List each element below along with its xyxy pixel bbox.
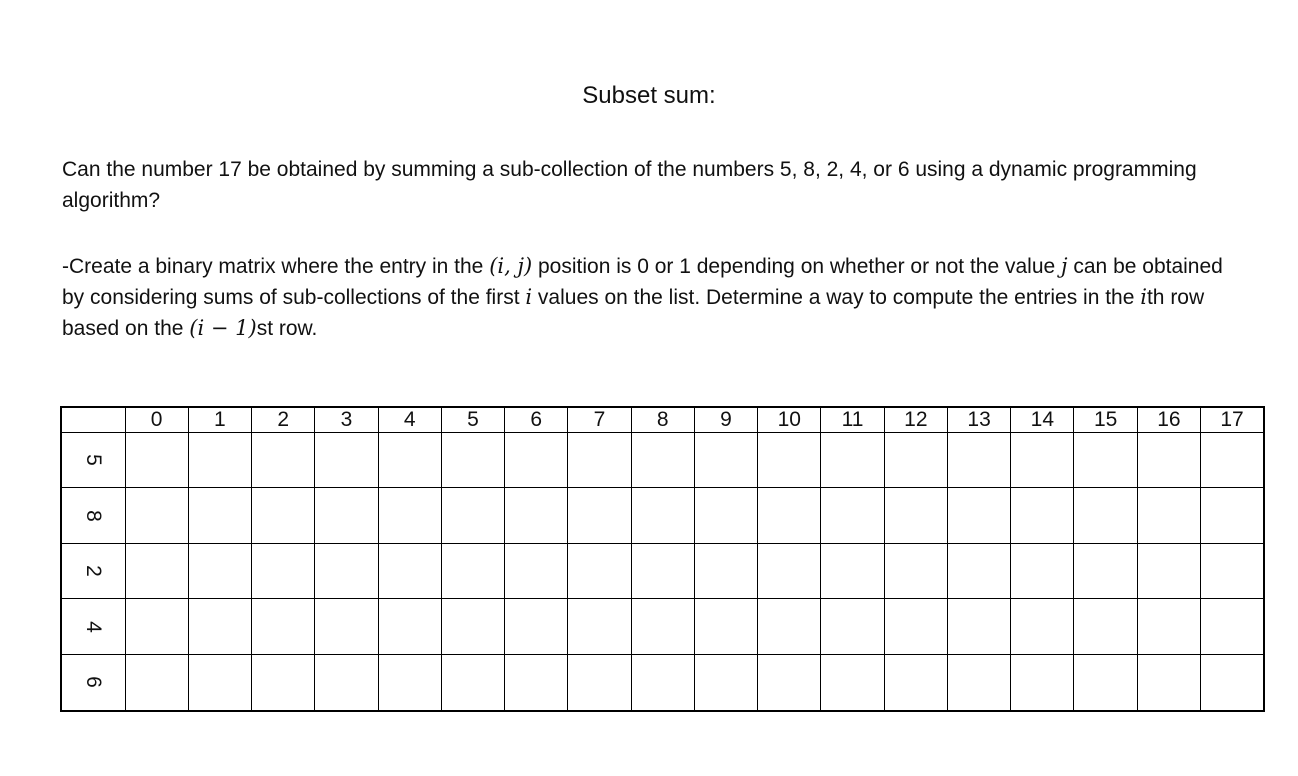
column-header: 9 — [694, 407, 757, 433]
matrix-cell[interactable] — [1074, 543, 1137, 598]
matrix-cell[interactable] — [884, 543, 947, 598]
matrix-cell[interactable] — [821, 488, 884, 543]
matrix-cell[interactable] — [884, 488, 947, 543]
matrix-cell[interactable] — [1201, 543, 1264, 598]
matrix-cell[interactable] — [315, 654, 378, 711]
matrix-cell[interactable] — [758, 599, 821, 654]
column-header: 10 — [758, 407, 821, 433]
matrix-cell[interactable] — [947, 488, 1010, 543]
matrix-cell[interactable] — [505, 654, 568, 711]
matrix-cell[interactable] — [631, 488, 694, 543]
matrix-cell[interactable] — [125, 599, 188, 654]
matrix-cell[interactable] — [1074, 433, 1137, 488]
matrix-cell[interactable] — [441, 543, 504, 598]
matrix-cell[interactable] — [125, 433, 188, 488]
column-header: 15 — [1074, 407, 1137, 433]
corner-cell — [61, 407, 125, 433]
question-text: Can the number 17 be obtained by summing a sub-collection of the numbers 5, 8, 2, 4, or 6 using a dynamic programming algorithm? — [62, 158, 1197, 212]
column-header: 0 — [125, 407, 188, 433]
page-title: Subset sum: — [582, 82, 716, 109]
matrix-cell[interactable] — [1011, 488, 1074, 543]
matrix-cell[interactable] — [1137, 654, 1200, 711]
matrix-cell[interactable] — [947, 543, 1010, 598]
matrix-cell[interactable] — [1201, 599, 1264, 654]
matrix-cell[interactable] — [568, 543, 631, 598]
column-header: 4 — [378, 407, 441, 433]
row-label — [61, 654, 125, 711]
math-i-minus-1: (i − 1) — [189, 316, 257, 340]
matrix-cell[interactable] — [1137, 599, 1200, 654]
matrix-cell[interactable] — [631, 654, 694, 711]
column-header: 5 — [441, 407, 504, 433]
matrix-cell[interactable] — [1074, 654, 1137, 711]
matrix-cell[interactable] — [252, 599, 315, 654]
matrix-cell[interactable] — [568, 488, 631, 543]
matrix-cell[interactable] — [441, 433, 504, 488]
column-header: 13 — [947, 407, 1010, 433]
matrix-cell[interactable] — [758, 654, 821, 711]
matrix-cell[interactable] — [125, 654, 188, 711]
matrix-cell[interactable] — [252, 654, 315, 711]
dp-matrix-table — [60, 406, 1265, 712]
column-header: 1 — [188, 407, 251, 433]
matrix-cell[interactable] — [694, 599, 757, 654]
row-label — [61, 599, 125, 654]
row-label — [61, 543, 125, 598]
matrix-cell[interactable] — [1011, 599, 1074, 654]
column-header: 12 — [884, 407, 947, 433]
matrix-cell[interactable] — [758, 488, 821, 543]
row-label-text: 6 — [82, 676, 106, 689]
row-label-text: 4 — [82, 620, 106, 633]
matrix-cell[interactable] — [821, 543, 884, 598]
table-row — [61, 543, 1264, 598]
math-j: j — [1061, 254, 1068, 278]
column-header: 7 — [568, 407, 631, 433]
matrix-cell[interactable] — [947, 599, 1010, 654]
matrix-cell[interactable] — [694, 433, 757, 488]
instruction-text: -Create a binary matrix where the entry in the (i, j) position is 0 or 1 depending on whether or not the value j can be obtained by considering sums of sub-collections of the first i values on the list. Determine a way to compute the entries in the ith row based on the (i − 1)st row. — [62, 254, 1223, 340]
table-row — [61, 488, 1264, 543]
column-header: 6 — [505, 407, 568, 433]
matrix-cell[interactable] — [1011, 543, 1074, 598]
matrix-cell[interactable] — [758, 543, 821, 598]
matrix-cell[interactable] — [821, 599, 884, 654]
matrix-cell[interactable] — [1137, 488, 1200, 543]
matrix-cell[interactable] — [505, 488, 568, 543]
matrix-cell[interactable] — [252, 488, 315, 543]
column-header: 14 — [1011, 407, 1074, 433]
matrix-cell[interactable] — [125, 543, 188, 598]
matrix-cell[interactable] — [1201, 433, 1264, 488]
matrix-cell[interactable] — [1074, 599, 1137, 654]
matrix-cell[interactable] — [315, 599, 378, 654]
matrix-cell[interactable] — [378, 543, 441, 598]
matrix-cell[interactable] — [315, 543, 378, 598]
table-row — [61, 433, 1264, 488]
row-label — [61, 433, 125, 488]
table-header-row — [61, 407, 1264, 433]
matrix-cell[interactable] — [188, 599, 251, 654]
column-header: 16 — [1137, 407, 1200, 433]
matrix-cell[interactable] — [1201, 488, 1264, 543]
matrix-cell[interactable] — [441, 488, 504, 543]
matrix-cell[interactable] — [758, 433, 821, 488]
matrix-cell[interactable] — [884, 654, 947, 711]
matrix-cell[interactable] — [1011, 654, 1074, 711]
matrix-cell[interactable] — [378, 654, 441, 711]
row-label-text: 5 — [82, 454, 106, 467]
matrix-cell[interactable] — [694, 488, 757, 543]
math-i: i — [525, 285, 533, 309]
matrix-cell[interactable] — [441, 654, 504, 711]
matrix-cell[interactable] — [315, 488, 378, 543]
matrix-cell[interactable] — [505, 599, 568, 654]
matrix-cell[interactable] — [884, 433, 947, 488]
matrix-cell[interactable] — [821, 433, 884, 488]
matrix-cell[interactable] — [252, 543, 315, 598]
matrix-cell[interactable] — [1137, 433, 1200, 488]
matrix-cell[interactable] — [1011, 433, 1074, 488]
matrix-cell[interactable] — [631, 543, 694, 598]
matrix-cell[interactable] — [568, 654, 631, 711]
matrix-cell[interactable] — [441, 599, 504, 654]
matrix-cell[interactable] — [568, 599, 631, 654]
matrix-cell[interactable] — [1137, 543, 1200, 598]
column-header: 17 — [1201, 407, 1264, 433]
matrix-cell[interactable] — [378, 488, 441, 543]
matrix-cell[interactable] — [947, 433, 1010, 488]
matrix-cell[interactable] — [1074, 488, 1137, 543]
matrix-cell[interactable] — [188, 543, 251, 598]
matrix-cell[interactable] — [315, 433, 378, 488]
matrix-cell[interactable] — [252, 433, 315, 488]
row-label-text: 8 — [82, 509, 106, 522]
table-row — [61, 654, 1264, 711]
row-label — [61, 488, 125, 543]
matrix-cell[interactable] — [1201, 654, 1264, 711]
matrix-cell[interactable] — [694, 654, 757, 711]
column-header: 3 — [315, 407, 378, 433]
matrix-cell[interactable] — [188, 488, 251, 543]
matrix-cell[interactable] — [125, 488, 188, 543]
matrix-cell[interactable] — [188, 433, 251, 488]
math-i-row: i — [1140, 285, 1147, 309]
math-i-j: (i, j) — [489, 254, 533, 278]
column-header: 11 — [821, 407, 884, 433]
row-label-text: 2 — [82, 565, 106, 578]
column-header: 8 — [631, 407, 694, 433]
matrix-cell[interactable] — [694, 543, 757, 598]
matrix-cell[interactable] — [631, 433, 694, 488]
matrix-cell[interactable] — [378, 433, 441, 488]
matrix-cell[interactable] — [505, 433, 568, 488]
matrix-cell[interactable] — [631, 599, 694, 654]
matrix-cell[interactable] — [821, 654, 884, 711]
matrix-cell[interactable] — [568, 433, 631, 488]
matrix-cell[interactable] — [505, 543, 568, 598]
table-row — [61, 599, 1264, 654]
matrix-cell[interactable] — [884, 599, 947, 654]
column-header: 2 — [252, 407, 315, 433]
matrix-cell[interactable] — [378, 599, 441, 654]
matrix-cell[interactable] — [947, 654, 1010, 711]
matrix-cell[interactable] — [188, 654, 251, 711]
